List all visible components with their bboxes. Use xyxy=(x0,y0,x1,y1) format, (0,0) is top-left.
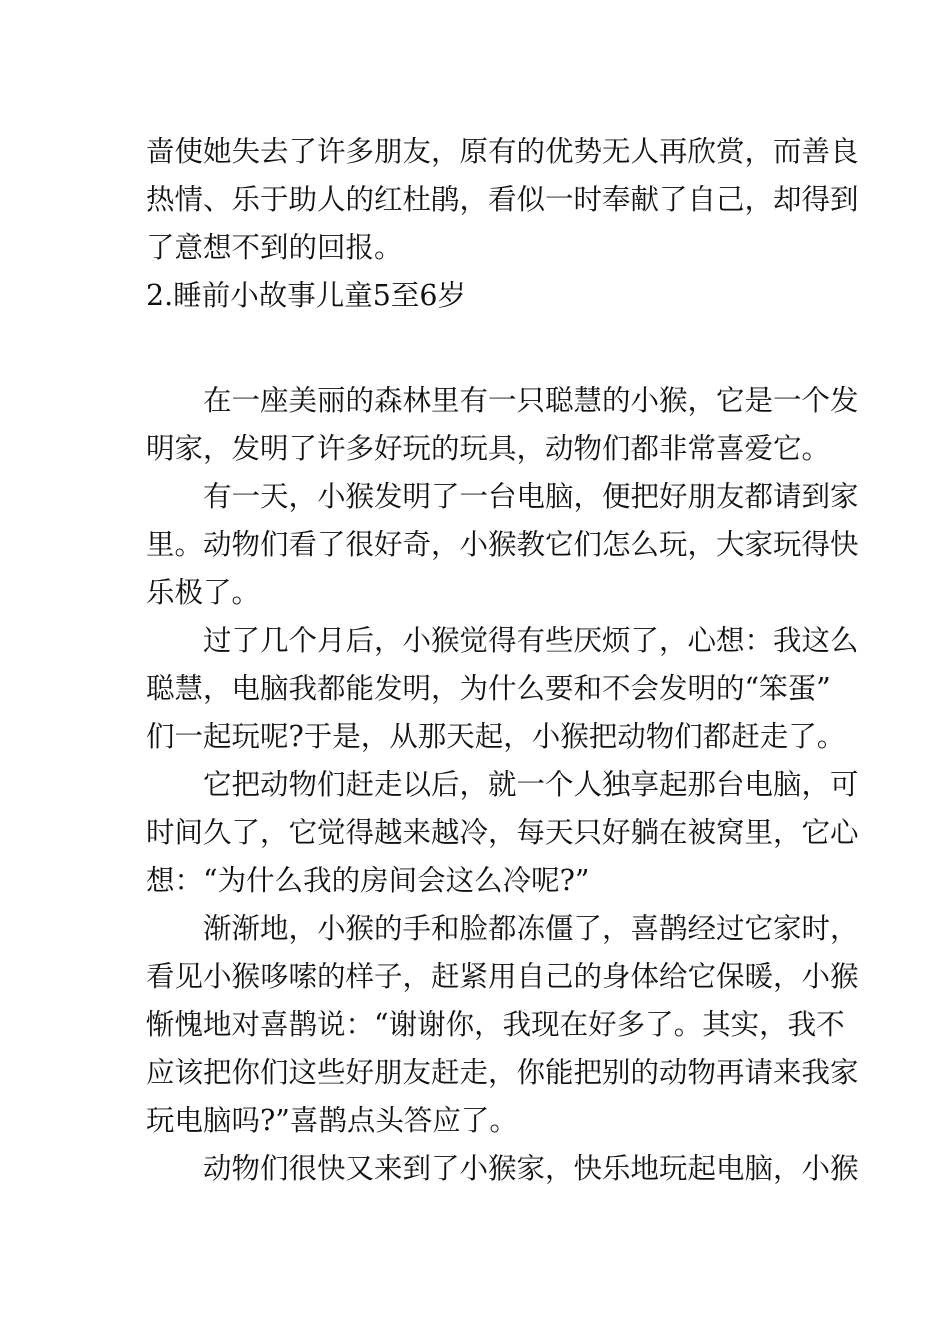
text-column xyxy=(146,128,859,1193)
text-line: 看见小猴哆嗦的样子，赶紧用自己的身体给它保暖，小猴 xyxy=(146,960,859,993)
text-line: 玩电脑吗?”喜鹊点头答应了。 xyxy=(146,1104,518,1137)
text-line: 它把动物们赶走以后，就一个人独享起那台电脑，可 xyxy=(203,768,859,801)
text-line: 明家，发明了许多好玩的玩具，动物们都非常喜爱它。 xyxy=(146,432,831,465)
text-line: 在一座美丽的森林里有一只聪慧的小猴，它是一个发 xyxy=(203,384,859,417)
text-line: 聪慧，电脑我都能发明，为什么要和不会发明的“笨蛋” xyxy=(146,672,831,705)
text-line: 应该把你们这些好朋友赶走，你能把别的动物再请来我家 xyxy=(146,1056,859,1089)
text-line: 渐渐地，小猴的手和脸都冻僵了，喜鹊经过它家时， xyxy=(203,912,859,945)
paragraph-1 xyxy=(146,377,859,473)
text-line: 动物们很快又来到了小猴家，快乐地玩起电脑，小猴 xyxy=(203,1152,859,1185)
text-line: 啬使她失去了许多朋友，原有的优势无人再欣赏，而善良 xyxy=(146,135,859,168)
paragraph-3 xyxy=(146,617,859,761)
paragraph-2 xyxy=(146,473,859,617)
continuation-paragraph xyxy=(146,128,859,272)
blank-spacer xyxy=(146,320,806,377)
text-line: 时间久了，它觉得越来越冷，每天只好躺在被窝里，它心 xyxy=(146,816,859,849)
text-line: 过了几个月后，小猴觉得有些厌烦了，心想：我这么 xyxy=(203,624,859,657)
paragraph-5 xyxy=(146,905,859,1145)
section-heading: 2.睡前小故事儿童5至6岁 xyxy=(146,279,466,312)
paragraph-4 xyxy=(146,761,859,905)
text-line: 热情、乐于助人的红杜鹃，看似一时奉献了自己，却得到 xyxy=(146,183,859,216)
text-line: 里。动物们看了很好奇，小猴教它们怎么玩，大家玩得快 xyxy=(146,528,859,561)
text-line: 想：“为什么我的房间会这么冷呢?” xyxy=(146,864,590,897)
text-line: 惭愧地对喜鹊说：“谢谢你，我现在好多了。其实，我不 xyxy=(146,1008,845,1041)
text-line: 了意想不到的回报。 xyxy=(146,231,403,264)
paragraph-6 xyxy=(146,1145,859,1193)
text-line: 们一起玩呢?于是，从那天起，小猴把动物们都赶走了。 xyxy=(146,720,846,753)
text-line: 乐极了。 xyxy=(146,576,261,609)
text-line: 有一天，小猴发明了一台电脑，便把好朋友都请到家 xyxy=(203,480,859,513)
